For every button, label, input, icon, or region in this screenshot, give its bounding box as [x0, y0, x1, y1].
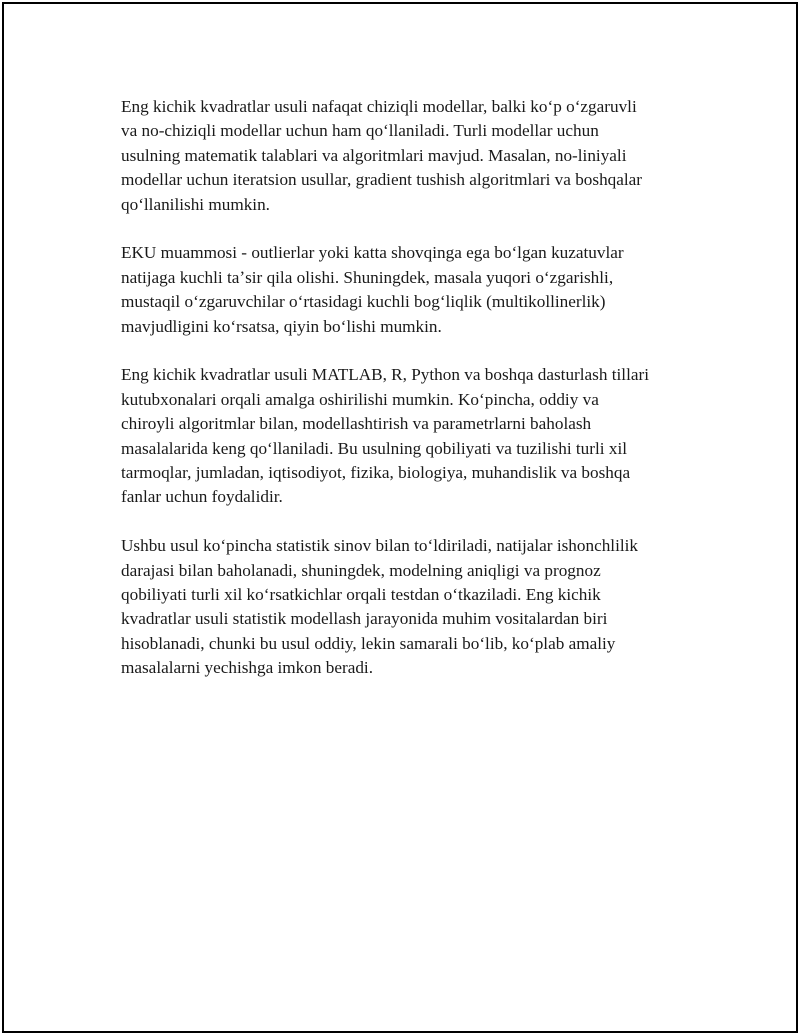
paragraph-3	[121, 363, 701, 509]
text-line: fanlar uchun foydalidir.	[121, 487, 283, 507]
paragraph-1	[121, 95, 701, 217]
text-line: qoʻllanilishi mumkin.	[121, 194, 270, 214]
text-line: usulning matematik talablari va algoritmlari mavjud. Masalan, no-liniyali	[121, 145, 627, 165]
text-line: natijaga kuchli taʼsir qila olishi. Shuningdek, masala yuqori oʻzgarishli,	[121, 267, 614, 287]
text-line: kutubxonalari orqali amalga oshirilishi mumkin. Koʻpincha, oddiy va	[121, 389, 599, 409]
text-line: va no-chiziqli modellar uchun ham qoʻllaniladi. Turli modellar uchun	[121, 121, 599, 141]
text-line: masalalarida keng qoʻllaniladi. Bu usulning qobiliyati va tuzilishi turli xil	[121, 438, 627, 458]
text-line: mustaqil oʻzgaruvchilar oʻrtasidagi kuchli bogʻliqlik (multikollinerlik)	[121, 292, 606, 312]
text-line: darajasi bilan baholanadi, shuningdek, modelning aniqligi va prognoz	[121, 560, 601, 580]
text-line: masalalarni yechishga imkon beradi.	[121, 658, 373, 678]
text-line: EKU muammosi - outlierlar yoki katta shovqinga ega boʻlgan kuzatuvlar	[121, 243, 624, 263]
document-body	[121, 95, 701, 705]
text-line: tarmoqlar, jumladan, iqtisodiyot, fizika, biologiya, muhandislik va boshqa	[121, 463, 631, 483]
text-line: Eng kichik kvadratlar usuli nafaqat chiziqli modellar, balki koʻp oʻzgaruvli	[121, 97, 637, 116]
text-line: modellar uchun iteratsion usullar, gradient tushish algoritmlari va boshqalar	[121, 170, 643, 190]
text-line: kvadratlar usuli statistik modellash jarayonida muhim vositalardan biri	[121, 609, 608, 629]
text-line: mavjudligini koʻrsatsa, qiyin boʻlishi mumkin.	[121, 316, 442, 336]
text-line: Eng kichik kvadratlar usuli MATLAB, R, Python va boshqa dasturlash tillari	[121, 365, 649, 385]
text-line: qobiliyati turli xil koʻrsatkichlar orqali testdan oʻtkaziladi. Eng kichik	[121, 585, 601, 605]
paragraph-4	[121, 534, 701, 680]
text-line: chiroyli algoritmlar bilan, modellashtirish va parametrlarni baholash	[121, 414, 592, 434]
text-line: Ushbu usul koʻpincha statistik sinov bilan toʻldiriladi, natijalar ishonchlilik	[121, 536, 638, 556]
text-line: hisoblanadi, chunki bu usul oddiy, lekin samarali boʻlib, koʻplab amaliy	[121, 633, 616, 653]
paragraph-2	[121, 241, 701, 339]
document-page	[2, 2, 798, 1033]
